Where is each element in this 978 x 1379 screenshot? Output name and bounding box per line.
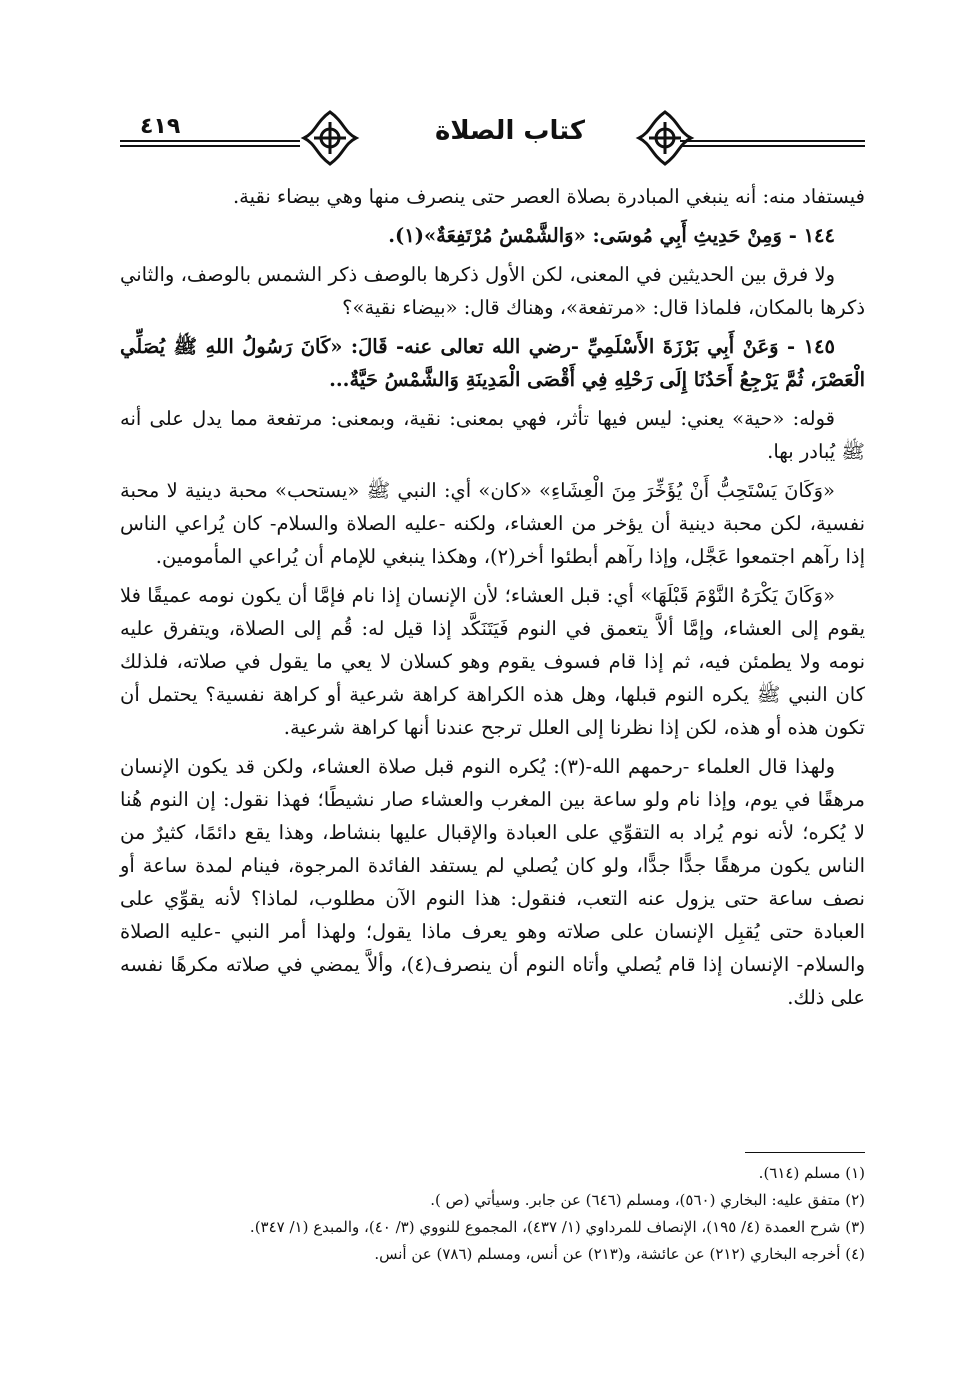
paragraph: فيستفاد منه: أنه ينبغي المبادرة بصلاة العصر حتى ينصرف منها وهي بيضاء نقية. [232,185,865,208]
page-header [120,108,865,172]
header-rule [680,145,865,147]
page-number: ٤١٩ [140,114,181,139]
running-title: كتاب الصلاة [434,116,586,146]
paragraph: ولا فرق بين الحديثين في المعنى، لكن الأول ذكرها بالوصف ذكر الشمس بالوصف، والثاني ذكرها بالمكان، فلماذا قال: «مرتفعة»، وهناك قال: «بيضاء نقية»؟ [120,263,865,319]
ornament-icon [635,108,695,168]
header-rule [120,145,300,147]
hadith-paragraph: ١٤٤ - وَمِنْ حَدِيثِ أَبِي مُوسَى: «وَالشَّمْسُ مُرْتَفِعَةٌ»(١). [388,224,835,247]
paragraph: «وَكَانَ يَكْرَهُ النَّوْمَ قَبْلَهَا» أي: قبل العشاء؛ لأن الإنسان إذا نام فإمَّا أن يكون نومه عميقًا فلا يقوم إلى العشاء، وإمَّا ألاَّ يتعمق في النوم فَيَتَنَكَّد إذا قيل له: قُم إلى الصلاة، ويتفرق عليه نومه ولا يطمئن فيه، ثم إذا قام فسوف يقوم وهو كسلان لا يعي ما يقول في صلاته، فلذلك كان النبي ﷺ يكره النوم قبلها، وهل هذه الكراهة كراهة شرعية أو كراهة نفسية؟ يحتمل أن تكون هذه أو هذه، لكن إذا نظرنا إلى العلل ترجح عندنا أنها كراهة شرعية. [120,584,865,739]
footnote: (٣) شرح العمدة (٤/ ١٩٥)، الإنصاف للمرداوي (١/ ٤٣٧)، المجموع للنووي (٣/ ٤٠)، والمبدع (١/ ٣٤٧). [249,1218,865,1236]
header-rule [120,140,300,142]
footnote: (٤) أخرجه البخاري (٢١٢) عن عائشة، و(٢١٣) عن أنس، ومسلم (٧٨٦) عن أنس. [374,1245,865,1263]
body-text [120,180,865,1020]
footnote-separator [745,1152,865,1153]
hadith-paragraph: ١٤٥ - وَعَنْ أَبِي بَرْزَةَ الأَسْلَمِيِّ -رضي الله تعالى عنه- قَالَ: «كَانَ رَسُولُ اللهِ ﷺ يُصَلِّي الْعَصْرَ، ثُمَّ يَرْجِعُ أَحَدُنَا إِلَى رَحْلِهِ فِي أَقْصَى الْمَدِينَةِ وَالشَّمْسُ حَيَّةٌ... [120,335,865,391]
footnote: (١) مسلم (٦١٤). [758,1164,865,1182]
paragraph: «وَكَانَ يَسْتَحِبُّ أَنْ يُؤَخِّرَ مِنَ الْعِشَاءِ» «كان» أي: النبي ﷺ «يستحب» محبة دينية لا محبة نفسية، لكن محبة دينية أن يؤخر من العشاء، ولكنه -عليه الصلاة والسلام- كان يُراعي الناس إذا رآهم اجتمعوا عَجَّل، وإذا رآهم أبطئوا أخر(٢)، وهكذا ينبغي للإمام أن يُراعي المأمومين. [120,479,865,568]
footnotes [120,1160,865,1268]
paragraph: ولهذا قال العلماء -رحمهم الله-(٣): يُكره النوم قبل صلاة العشاء، ولكن قد يكون الإنسان مرهقًا في يوم، وإذا نام ولو ساعة بين المغرب والعشاء صار نشيطًا؛ فهذا نقول: إن النوم هُنا لا يُكره؛ لأنه نوم يُراد به التقوِّي على العبادة والإقبال عليها بنشاط، وهذا يقع دائمًا، كثيرٌ من الناس يكون مرهقًا جدًّا جدًّا، ولو كان يُصلي لم يستفد الفائدة المرجوة، فينام لمدة ساعة أو نصف ساعة حتى يزول عنه التعب، فنقول: هذا النوم الآن مطلوب، لماذا؟ لأنه يقوِّي على العبادة حتى يُقبِل الإنسان على صلاته وهو يعرف ماذا يقول؛ ولهذا أمر النبي -عليه الصلاة والسلام- الإنسان إذا قام يُصلي وأتاه النوم أن ينصرف(٤)، وألاَّ يمضي في صلاته مكرهًا نفسه على ذلك. [120,755,866,1009]
footnote: (٢) متفق عليه: البخاري (٥٦٠)، ومسلم (٦٤٦) عن جابر. وسيأتي (ص ). [430,1191,865,1209]
ornament-icon [300,108,360,168]
paragraph: قوله: «حية» يعني: ليس فيها تأثر، فهي بمعنى: نقية، وبمعنى: مرتفعة مما يدل على أنه ﷺ يُبادر بها. [120,407,865,463]
header-rule [680,140,865,142]
